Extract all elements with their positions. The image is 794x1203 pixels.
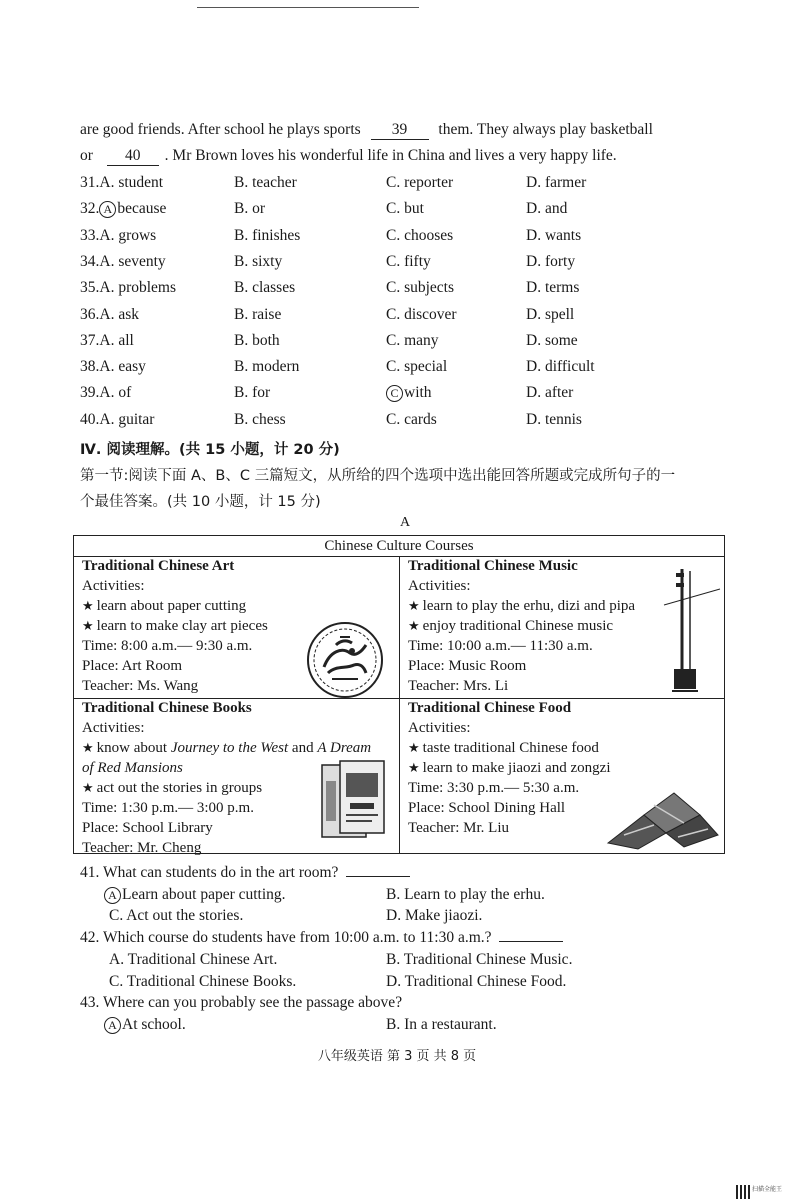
option-text: C. subjects xyxy=(386,279,455,296)
option-32-a[interactable] xyxy=(80,200,166,218)
food-activity-2-text: learn to make jiaozi and zongzi xyxy=(422,760,611,776)
blank-39: 39 xyxy=(371,121,429,140)
option-32-d[interactable] xyxy=(526,200,567,218)
art-title: Traditional Chinese Art xyxy=(82,558,235,574)
food-activities-label: Activities: xyxy=(408,720,471,736)
zongzi-icon xyxy=(604,785,722,851)
passage-text: them. They always play basketball xyxy=(438,121,653,138)
option-text: A. seventy xyxy=(99,253,166,270)
option-number: 32. xyxy=(80,200,100,217)
qr-code-icon xyxy=(736,1185,750,1199)
option-37-c[interactable] xyxy=(386,332,439,350)
passage-text: or xyxy=(80,147,93,164)
option-text: B. sixty xyxy=(234,253,283,270)
answer-blank-41[interactable] xyxy=(346,876,410,877)
passage-text: are good friends. After school he plays sports xyxy=(80,121,361,138)
option-number: 33. xyxy=(80,227,100,244)
option-text: C. but xyxy=(386,200,424,217)
option-36-b[interactable] xyxy=(234,306,281,324)
music-activity-1 xyxy=(408,598,635,615)
question-41-stem: 41. What can students do in the art room? xyxy=(80,864,339,881)
option-text: B. for xyxy=(234,384,271,401)
art-teacher: Teacher: Ms. Wang xyxy=(82,678,199,694)
option-text: A. ask xyxy=(99,306,139,323)
section-intro-line-2: 个最佳答案。(共 10 小题，计 15 分) xyxy=(80,494,321,510)
option-39-b[interactable] xyxy=(234,384,270,402)
food-activity-1 xyxy=(408,740,599,757)
option-number: 37. xyxy=(80,332,100,349)
section-intro-line-1: 第一节:阅读下面 A、B、C 三篇短文，从所给的四个选项中选出能回答所题或完成所句子的一 xyxy=(80,468,676,484)
book-title-journey: Journey to the West xyxy=(170,740,289,756)
option-text: A. student xyxy=(99,174,164,191)
option-36-c[interactable] xyxy=(386,306,457,324)
books-activity-1-cont: of Red Mansions xyxy=(82,760,183,776)
option-35-c[interactable] xyxy=(386,279,454,297)
option-text: B. modern xyxy=(234,358,300,375)
option-40-d[interactable] xyxy=(526,411,582,429)
star-icon: ★ xyxy=(408,760,420,775)
option-34-a[interactable] xyxy=(80,253,166,271)
option-number: 35. xyxy=(80,279,100,296)
erhu-icon xyxy=(662,565,722,697)
star-icon: ★ xyxy=(408,618,420,633)
option-text: D. terms xyxy=(526,279,580,296)
art-place: Place: Art Room xyxy=(82,658,182,674)
circled-answer-icon: A xyxy=(104,887,121,904)
book-cover-icon xyxy=(316,759,386,841)
option-text: B. classes xyxy=(234,279,296,296)
food-title: Traditional Chinese Food xyxy=(408,700,572,716)
option-39-d[interactable] xyxy=(526,384,573,402)
circled-answer-icon: A xyxy=(99,201,116,218)
option-33-a[interactable] xyxy=(80,227,156,245)
music-time: Time: 10:00 a.m.— 11:30 a.m. xyxy=(408,638,593,654)
art-activity-1-text: learn about paper cutting xyxy=(96,598,247,614)
option-text: D. wants xyxy=(526,227,582,244)
books-place: Place: School Library xyxy=(82,820,213,836)
option-34-b[interactable] xyxy=(234,253,282,271)
star-icon: ★ xyxy=(82,598,94,613)
option-38-c[interactable] xyxy=(386,358,447,376)
passage-text: . Mr Brown loves his wonderful life in China and lives a very happy life. xyxy=(164,147,617,164)
music-activity-2 xyxy=(408,618,613,635)
option-text: with xyxy=(404,384,432,401)
question-43-stem: 43. Where can you probably see the passage above? xyxy=(80,994,403,1011)
books-course-cell xyxy=(74,699,400,854)
option-39-a[interactable] xyxy=(80,384,131,402)
question-41 xyxy=(80,864,410,882)
option-text: B. finishes xyxy=(234,227,301,244)
option-33-b[interactable] xyxy=(234,227,300,245)
option-40-c[interactable] xyxy=(386,411,437,429)
option-number: 31. xyxy=(80,174,100,191)
art-time: Time: 8:00 a.m.— 9:30 a.m. xyxy=(82,638,253,654)
option-text: A. of xyxy=(99,384,132,401)
option-text: A. problems xyxy=(99,279,177,296)
option-text: A. grows xyxy=(99,227,157,244)
option-text: C. cards xyxy=(386,411,437,428)
question-42 xyxy=(80,929,563,947)
music-teacher: Teacher: Mrs. Li xyxy=(408,678,509,694)
option-number: 40. xyxy=(80,411,100,428)
option-text: D. some xyxy=(526,332,578,349)
option-text: C. reporter xyxy=(386,174,454,191)
option-text: D. tennis xyxy=(526,411,582,428)
table-header: Chinese Culture Courses xyxy=(74,536,725,557)
top-rule xyxy=(197,7,419,8)
art-activity-2-text: learn to make clay art pieces xyxy=(96,618,268,634)
page-footer: 八年级英语 第 3 页 共 8 页 xyxy=(317,1049,477,1064)
music-course-cell xyxy=(400,557,725,699)
star-icon: ★ xyxy=(408,598,420,613)
books-activity-2 xyxy=(82,780,262,797)
option-33-d[interactable] xyxy=(526,227,581,245)
q42-option-c[interactable]: C. Traditional Chinese Books. xyxy=(109,973,297,990)
option-35-a[interactable] xyxy=(80,279,176,297)
art-activity-1 xyxy=(82,598,246,615)
option-32-c[interactable] xyxy=(386,200,424,218)
option-text: C. many xyxy=(386,332,439,349)
q41-option-a-text: Learn about paper cutting. xyxy=(122,886,286,903)
option-text: B. raise xyxy=(234,306,282,323)
music-place: Place: Music Room xyxy=(408,658,527,674)
option-text: D. farmer xyxy=(526,174,587,191)
music-activity-2-text: enjoy traditional Chinese music xyxy=(422,618,614,634)
q41-option-d[interactable]: D. Make jiaozi. xyxy=(386,907,483,924)
option-35-b[interactable] xyxy=(234,279,295,297)
art-course-cell xyxy=(74,557,400,699)
option-36-d[interactable] xyxy=(526,306,574,324)
blank-40: 40 xyxy=(107,147,159,166)
star-icon: ★ xyxy=(82,618,94,633)
books-activity-2-text: act out the stories in groups xyxy=(96,780,263,796)
q41-option-b[interactable]: B. Learn to play the erhu. xyxy=(386,886,545,903)
option-31-c[interactable] xyxy=(386,174,453,192)
music-activity-1-text: learn to play the erhu, dizi and pipa xyxy=(422,598,636,614)
passage-line-1 xyxy=(80,121,653,140)
music-activities-label: Activities: xyxy=(408,578,471,594)
option-text: D. after xyxy=(526,384,574,401)
q41-option-a[interactable] xyxy=(104,886,286,904)
q42-option-b[interactable]: B. Traditional Chinese Music. xyxy=(386,951,573,968)
option-38-b[interactable] xyxy=(234,358,299,376)
books-teacher: Teacher: Mr. Cheng xyxy=(82,840,202,856)
option-number: 34. xyxy=(80,253,100,270)
option-text: B. chess xyxy=(234,411,286,428)
option-text: B. teacher xyxy=(234,174,297,191)
option-35-d[interactable] xyxy=(526,279,579,297)
option-text: C. special xyxy=(386,358,448,375)
answer-blank-42[interactable] xyxy=(499,941,563,942)
option-number: 36. xyxy=(80,306,100,323)
scanner-watermark: 扫描全能王 xyxy=(752,1186,783,1193)
books-activity-1 xyxy=(82,740,371,757)
food-teacher: Teacher: Mr. Liu xyxy=(408,820,509,836)
option-38-d[interactable] xyxy=(526,358,595,376)
star-icon: ★ xyxy=(82,740,94,755)
passage-line-2 xyxy=(80,147,617,166)
q43-option-a[interactable] xyxy=(104,1016,186,1034)
option-40-b[interactable] xyxy=(234,411,286,429)
q41-option-c[interactable]: C. Act out the stories. xyxy=(109,907,244,924)
section-title: Ⅳ. 阅读理解。(共 15 小题，计 20 分) xyxy=(80,442,340,458)
food-activity-1-text: taste traditional Chinese food xyxy=(422,740,599,756)
option-text: because xyxy=(117,200,167,217)
option-text: C. discover xyxy=(386,306,457,323)
star-icon: ★ xyxy=(408,740,420,755)
option-text: D. forty xyxy=(526,253,576,270)
passage-label: A xyxy=(400,515,411,530)
option-37-d[interactable] xyxy=(526,332,578,350)
art-activities-label: Activities: xyxy=(82,578,145,594)
books-title: Traditional Chinese Books xyxy=(82,700,252,716)
food-place: Place: School Dining Hall xyxy=(408,800,566,816)
option-37-a[interactable] xyxy=(80,332,134,350)
option-34-d[interactable] xyxy=(526,253,575,271)
food-course-cell xyxy=(400,699,725,854)
books-activities-label: Activities: xyxy=(82,720,145,736)
option-39-c[interactable] xyxy=(386,384,432,402)
option-33-c[interactable] xyxy=(386,227,453,245)
option-32-b[interactable] xyxy=(234,200,265,218)
option-31-a[interactable] xyxy=(80,174,163,192)
option-36-a[interactable] xyxy=(80,306,139,324)
question-43 xyxy=(80,994,402,1012)
q42-option-d[interactable]: D. Traditional Chinese Food. xyxy=(386,973,567,990)
food-activity-2 xyxy=(408,760,611,777)
option-text: B. both xyxy=(234,332,280,349)
book-title-dream: A Dream xyxy=(317,740,372,756)
option-38-a[interactable] xyxy=(80,358,146,376)
art-activity-2 xyxy=(82,618,268,635)
q43-option-b[interactable]: B. In a restaurant. xyxy=(386,1016,497,1033)
circled-answer-icon: A xyxy=(104,1017,121,1034)
courses-table xyxy=(73,535,725,854)
option-number: 39. xyxy=(80,384,100,401)
books-activity-1-text: know about xyxy=(96,740,171,756)
q42-option-a[interactable]: A. Traditional Chinese Art. xyxy=(109,951,278,968)
option-number: 38. xyxy=(80,358,100,375)
question-42-stem: 42. Which course do students have from 10:00 a.m. to 11:30 a.m.? xyxy=(80,929,492,946)
option-text: A. easy xyxy=(99,358,146,375)
star-icon: ★ xyxy=(82,780,94,795)
q43-option-a-text: At school. xyxy=(122,1016,186,1033)
circled-answer-icon: C xyxy=(386,385,403,402)
option-text: C. fifty xyxy=(386,253,431,270)
option-text: A. guitar xyxy=(99,411,155,428)
paper-cutting-dragon-icon xyxy=(306,621,384,699)
option-text: C. chooses xyxy=(386,227,454,244)
option-37-b[interactable] xyxy=(234,332,280,350)
option-text: B. or xyxy=(234,200,265,217)
option-text: D. difficult xyxy=(526,358,595,375)
option-text: A. all xyxy=(99,332,134,349)
music-title: Traditional Chinese Music xyxy=(408,558,578,574)
option-40-a[interactable] xyxy=(80,411,154,429)
option-31-d[interactable] xyxy=(526,174,586,192)
option-34-c[interactable] xyxy=(386,253,431,271)
books-time: Time: 1:30 p.m.— 3:00 p.m. xyxy=(82,800,254,816)
option-text: D. spell xyxy=(526,306,575,323)
food-time: Time: 3:30 p.m.— 5:30 a.m. xyxy=(408,780,580,796)
option-31-b[interactable] xyxy=(234,174,297,192)
option-text: D. and xyxy=(526,200,568,217)
books-activity-1-and: and xyxy=(288,740,318,756)
